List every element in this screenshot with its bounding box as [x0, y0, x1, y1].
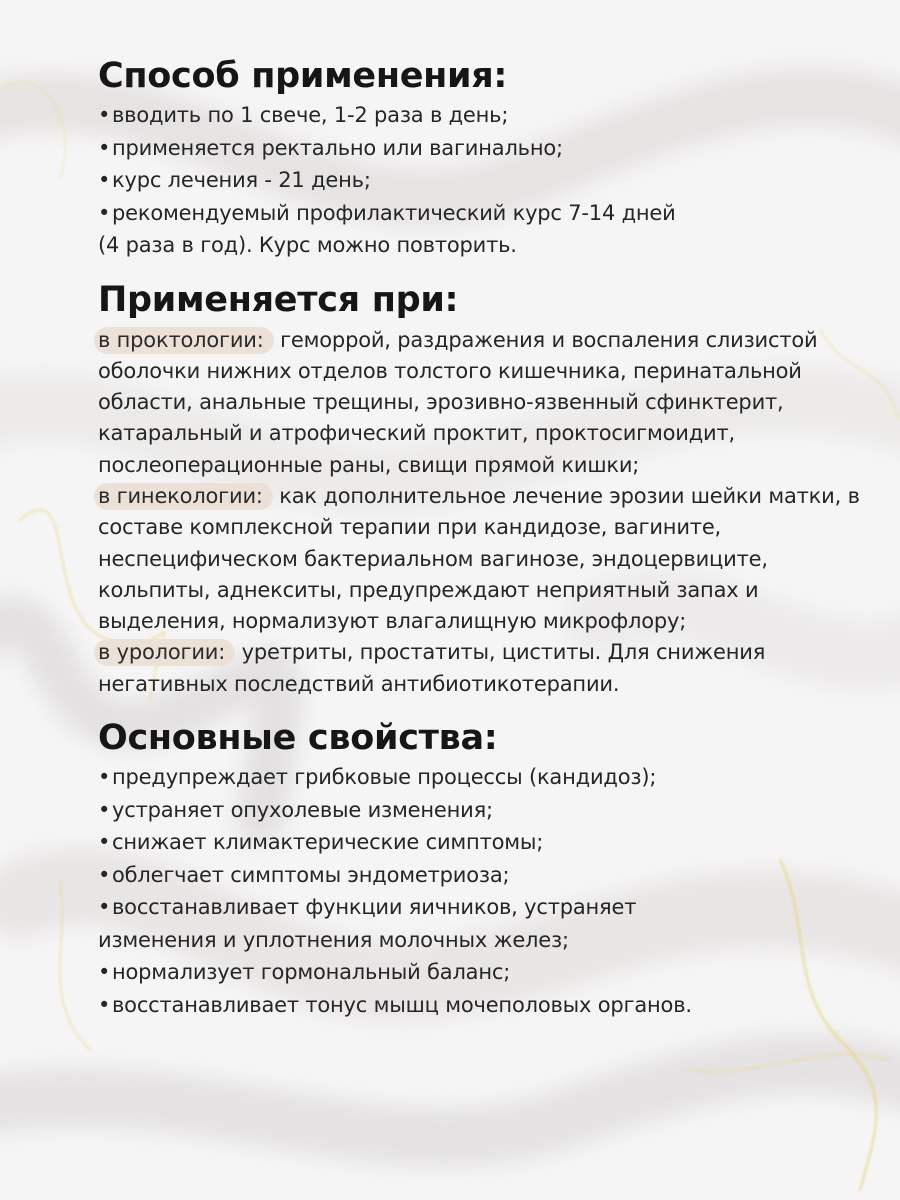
application-text: геморрой, раздражения и воспаления слизистой оболочки нижних отделов толстого кишечника, перинатальной области, анальные трещины, эрозивно-язвенный сфинктерит, катаральный и атрофический проктит, проктосигмоидит, послеоперационные раны, свищи прямой кишки;: [98, 327, 818, 477]
bullet-icon: •: [98, 135, 111, 160]
bullet-icon: •: [98, 830, 111, 855]
category-tag: в проктологии:: [94, 327, 274, 354]
list-item: •предупреждает грибковые процессы (кандидоз);: [98, 761, 878, 794]
list-item-continuation: изменения и уплотнения молочных желез;: [98, 927, 569, 952]
bullet-icon: •: [98, 765, 111, 790]
list-item: •применяется ректально или вагинально;: [98, 132, 878, 165]
bullet-icon: •: [98, 862, 111, 887]
application-urology: [98, 637, 878, 700]
list-item: •облегчает симптомы эндометриоза;: [98, 859, 878, 892]
bullet-icon: •: [98, 895, 111, 920]
list-item: •курс лечения - 21 день;: [98, 164, 878, 197]
properties-heading: Основные свойства:: [98, 718, 498, 759]
list-item: •рекомендуемый профилактический курс 7-14 дней: [98, 197, 878, 230]
applications-list: [98, 325, 878, 701]
bullet-icon: •: [98, 960, 111, 985]
list-item: •снижает климактерические симптомы;: [98, 826, 878, 859]
product-info: [98, 54, 878, 1021]
category-tag: в гинекологии:: [94, 483, 273, 510]
bullet-icon: •: [98, 103, 111, 127]
application-text: уретриты, простатиты, циститы. Для снижения негативных последствий антибиотикотерапии.: [98, 640, 766, 696]
applications-heading: Применяется при:: [98, 279, 459, 320]
category-tag: в урологии:: [94, 639, 235, 666]
list-item: •устраняет опухолевые изменения;: [98, 794, 878, 827]
bullet-icon: •: [98, 797, 111, 822]
application-gynecology: [98, 481, 878, 637]
application-proctology: [98, 325, 878, 481]
usage-list: [98, 99, 878, 262]
bullet-icon: •: [98, 992, 111, 1017]
list-item: •вводить по 1 свече, 1-2 раза в день;: [98, 99, 878, 132]
properties-list: [98, 761, 878, 1021]
list-item: •восстанавливает тонус мышц мочеполовых органов.: [98, 989, 878, 1022]
list-item-continuation: (4 раза в год). Курс можно повторить.: [98, 233, 517, 257]
bullet-icon: •: [98, 168, 111, 192]
bullet-icon: •: [98, 200, 111, 225]
usage-heading: Способ применения:: [98, 56, 508, 96]
list-item: •нормализует гормональный баланс;: [98, 956, 878, 989]
list-item: •восстанавливает функции яичников, устраняет: [98, 891, 878, 924]
application-text: как дополнительное лечение эрозии шейки матки, в составе комплексной терапии при кандидозе, вагините, неспецифическом бактериальном вагинозе, эндоцервиците, кольпиты, аднекситы, предупреждают неприятный запах и выделения, нормализуют влагалищную микрофлору;: [98, 483, 860, 634]
